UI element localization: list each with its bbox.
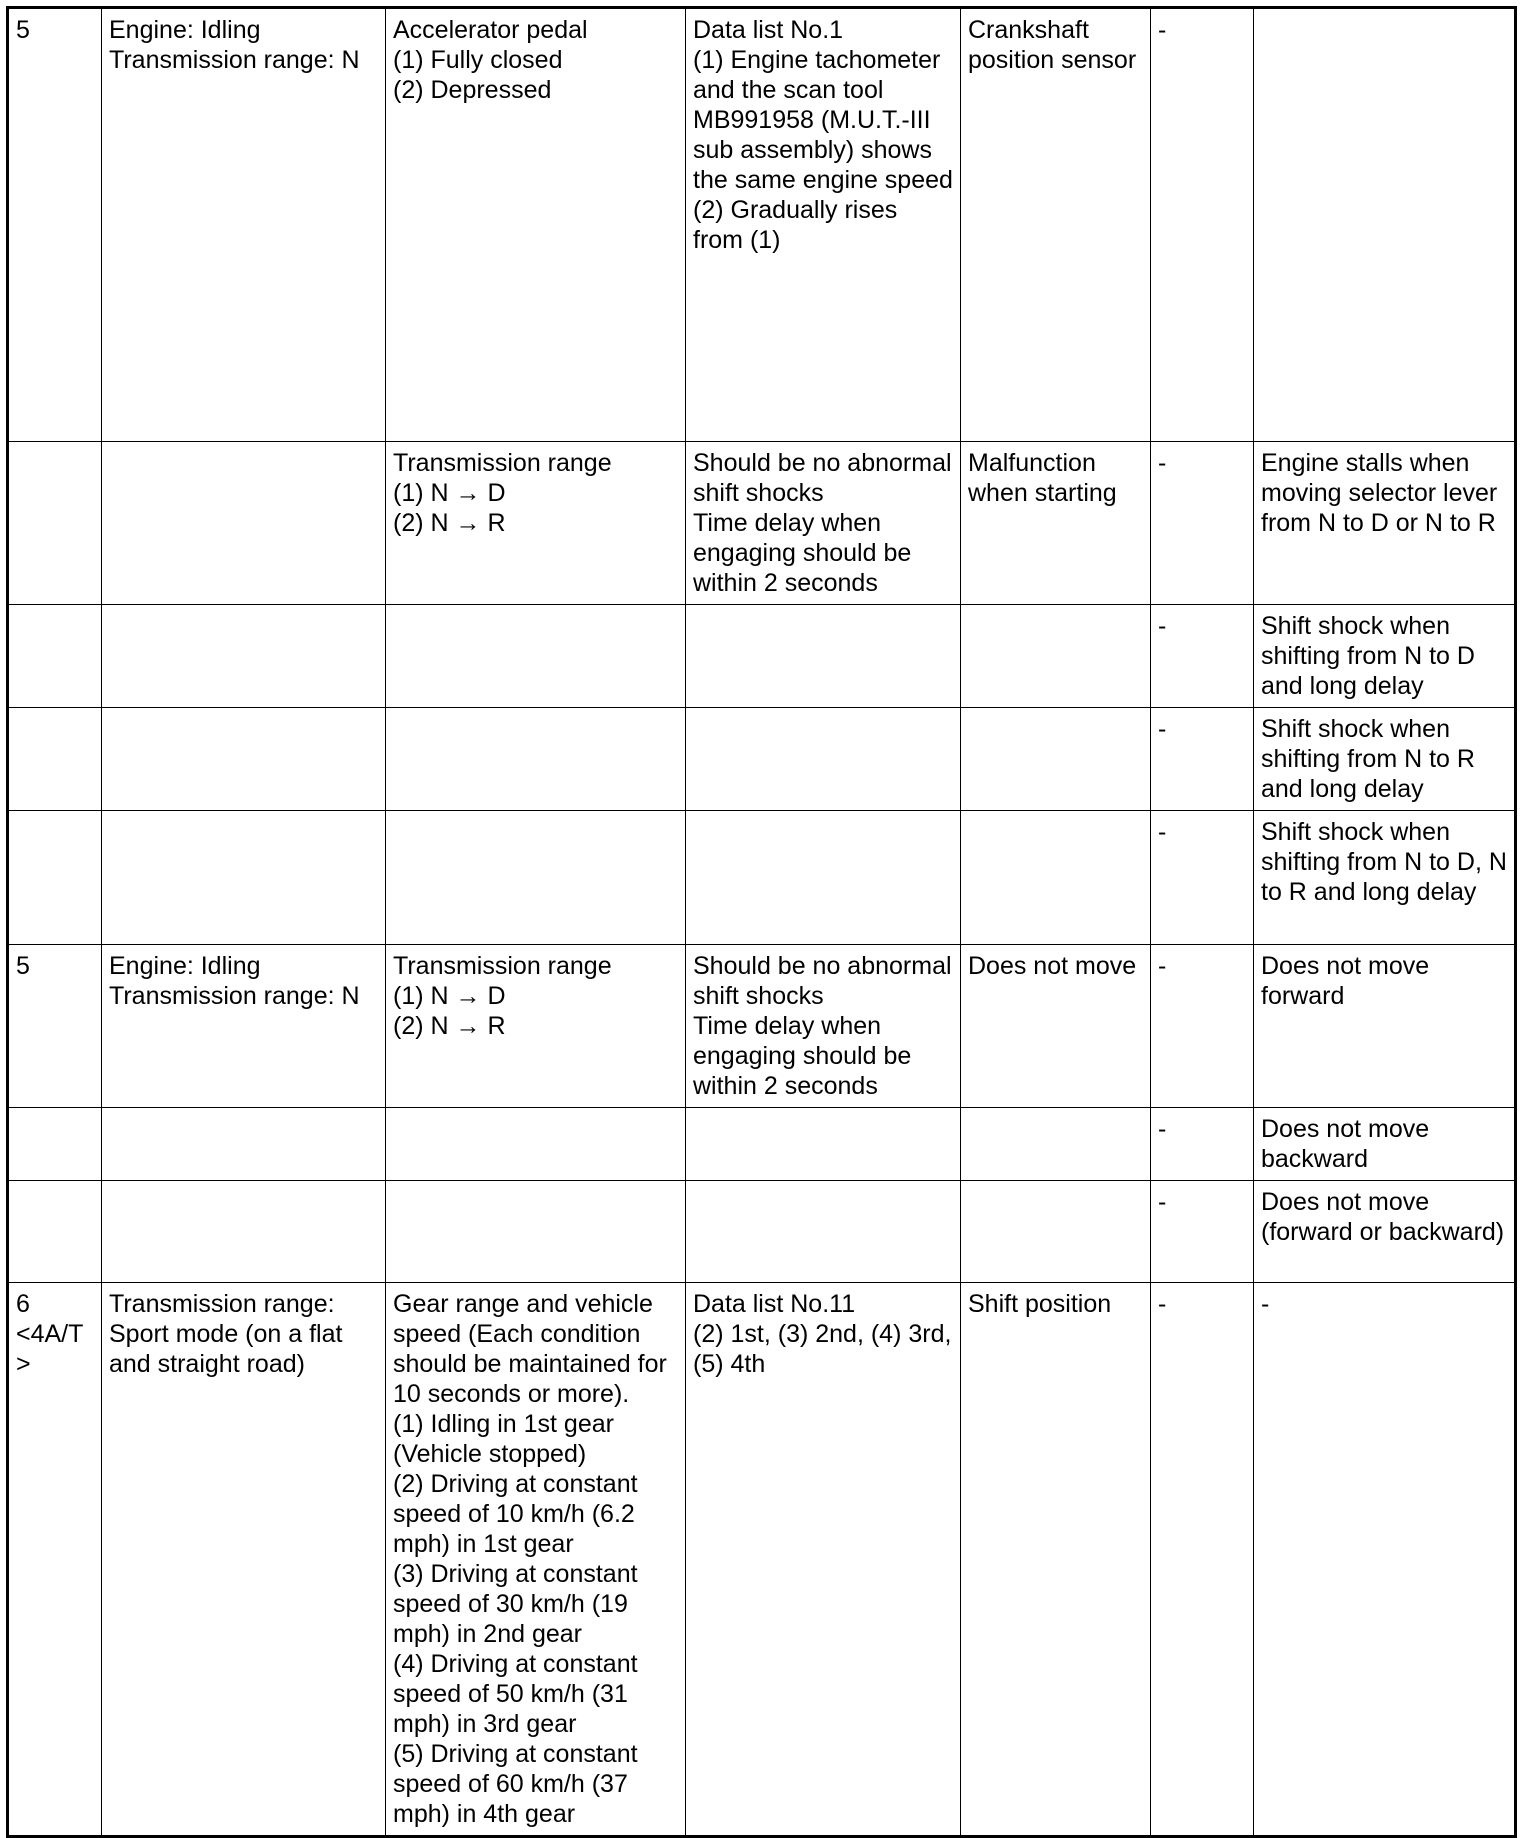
step-cell xyxy=(8,442,102,605)
inspection-item-cell: Shift position xyxy=(961,1283,1151,1837)
operation-cell xyxy=(386,708,686,811)
inspection-item-cell xyxy=(961,811,1151,945)
trouble-symptom-cell: Engine stalls when moving selector lever from N to D or N to R xyxy=(1254,442,1516,605)
table-row xyxy=(8,1181,1516,1283)
trouble-symptom-cell: Does not move forward xyxy=(1254,945,1516,1108)
operation-cell: Transmission range (1) N → D (2) N → R xyxy=(386,945,686,1108)
dtc-cell: - xyxy=(1151,945,1254,1108)
operation-cell: Accelerator pedal (1) Fully closed (2) Depressed xyxy=(386,8,686,442)
table-row xyxy=(8,605,1516,708)
operation-cell xyxy=(386,811,686,945)
condition-cell: Engine: Idling Transmission range: N xyxy=(102,8,386,442)
table-row xyxy=(8,945,1516,1108)
dtc-cell: - xyxy=(1151,1283,1254,1837)
operation-cell xyxy=(386,605,686,708)
condition-cell xyxy=(102,1181,386,1283)
operation-cell: Transmission range (1) N → D (2) N → R xyxy=(386,442,686,605)
trouble-symptom-cell: Shift shock when shifting from N to R and long delay xyxy=(1254,708,1516,811)
condition-cell xyxy=(102,442,386,605)
step-cell xyxy=(8,708,102,811)
dtc-cell: - xyxy=(1151,1108,1254,1181)
inspection-item-cell xyxy=(961,605,1151,708)
step-cell: 6 <4A/T> xyxy=(8,1283,102,1837)
step-cell xyxy=(8,605,102,708)
judgement-cell: Data list No.1 (1) Engine tachometer and the scan tool MB991958 (M.U.T.-III sub assembly) shows the same engine speed (2) Gradually rises from (1) xyxy=(686,8,961,442)
condition-cell: Transmission range: Sport mode (on a flat and straight road) xyxy=(102,1283,386,1837)
condition-cell xyxy=(102,708,386,811)
inspection-item-cell: Malfunction when starting xyxy=(961,442,1151,605)
condition-cell xyxy=(102,605,386,708)
trouble-symptom-cell: - xyxy=(1254,1283,1516,1837)
table-row xyxy=(8,1283,1516,1837)
judgement-cell xyxy=(686,605,961,708)
trouble-symptom-cell: Does not move (forward or backward) xyxy=(1254,1181,1516,1283)
judgement-cell xyxy=(686,1108,961,1181)
step-cell xyxy=(8,811,102,945)
step-cell xyxy=(8,1181,102,1283)
inspection-item-cell xyxy=(961,708,1151,811)
table-row xyxy=(8,8,1516,442)
step-cell xyxy=(8,1108,102,1181)
table-row xyxy=(8,1108,1516,1181)
dtc-cell: - xyxy=(1151,442,1254,605)
dtc-cell: - xyxy=(1151,708,1254,811)
judgement-cell: Data list No.11 (2) 1st, (3) 2nd, (4) 3rd, (5) 4th xyxy=(686,1283,961,1837)
step-cell: 5 xyxy=(8,945,102,1108)
trouble-symptom-cell: Shift shock when shifting from N to D and long delay xyxy=(1254,605,1516,708)
dtc-cell: - xyxy=(1151,1181,1254,1283)
table-row xyxy=(8,708,1516,811)
judgement-cell: Should be no abnormal shift shocks Time delay when engaging should be within 2 seconds xyxy=(686,945,961,1108)
dtc-cell: - xyxy=(1151,605,1254,708)
table-body xyxy=(8,8,1516,1837)
condition-cell: Engine: Idling Transmission range: N xyxy=(102,945,386,1108)
inspection-item-cell xyxy=(961,1181,1151,1283)
judgement-cell xyxy=(686,708,961,811)
judgement-cell xyxy=(686,1181,961,1283)
dtc-cell: - xyxy=(1151,8,1254,442)
table-row xyxy=(8,811,1516,945)
trouble-symptom-cell: Does not move backward xyxy=(1254,1108,1516,1181)
condition-cell xyxy=(102,811,386,945)
operation-cell: Gear range and vehicle speed (Each condition should be maintained for 10 seconds or more). (1) Idling in 1st gear (Vehicle stopped) (2) Driving at constant speed of 10 km/h (6.2 mph) in 1st gear (3) Driving at constant speed of 30 km/h (19 mph) in 2nd gear (4) Driving at constant speed of 50 km/h (31 mph) in 3rd gear (5) Driving at constant speed of 60 km/h (37 mph) in 4th gear xyxy=(386,1283,686,1837)
dtc-cell: - xyxy=(1151,811,1254,945)
step-cell: 5 xyxy=(8,8,102,442)
condition-cell xyxy=(102,1108,386,1181)
table-row xyxy=(8,442,1516,605)
inspection-item-cell xyxy=(961,1108,1151,1181)
inspection-item-cell: Crankshaft position sensor xyxy=(961,8,1151,442)
operation-cell xyxy=(386,1181,686,1283)
inspection-item-cell: Does not move xyxy=(961,945,1151,1108)
judgement-cell: Should be no abnormal shift shocks Time delay when engaging should be within 2 seconds xyxy=(686,442,961,605)
judgement-cell xyxy=(686,811,961,945)
diagnostic-table xyxy=(6,6,1517,1838)
trouble-symptom-cell: Shift shock when shifting from N to D, N to R and long delay xyxy=(1254,811,1516,945)
trouble-symptom-cell xyxy=(1254,8,1516,442)
operation-cell xyxy=(386,1108,686,1181)
